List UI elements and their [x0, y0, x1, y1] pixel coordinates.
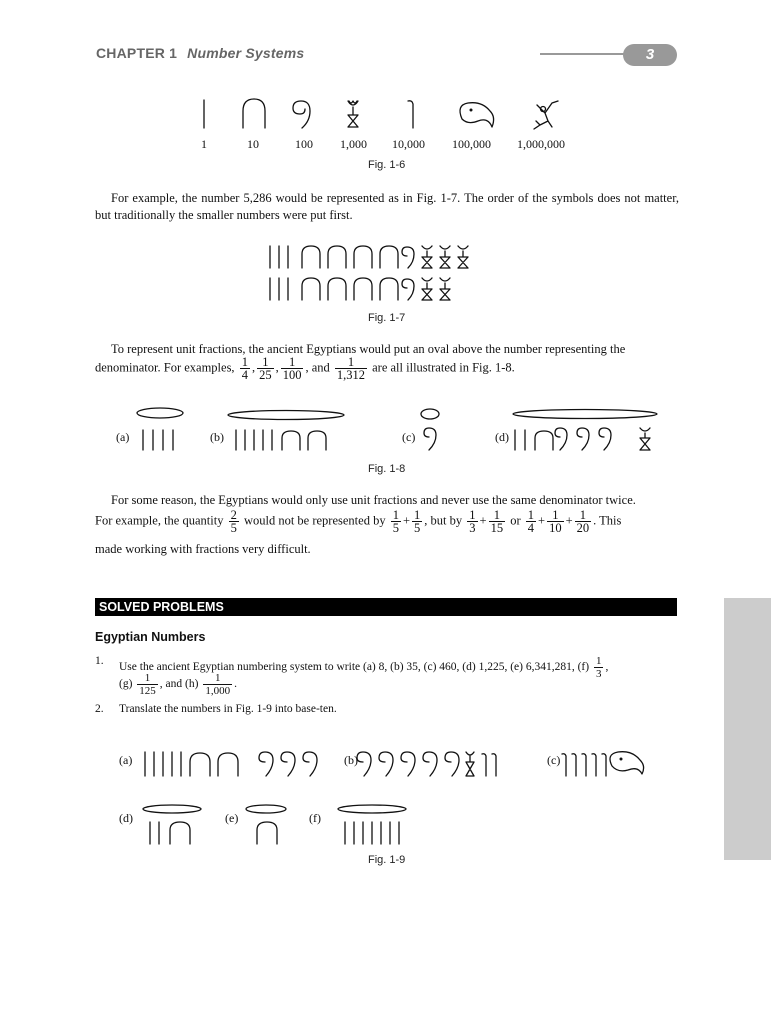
lotus-glyph-icon — [348, 101, 358, 127]
fig-1-8-label-a: (a) — [116, 430, 130, 444]
text-segment: (g) — [119, 678, 133, 691]
text-segment: , and — [305, 360, 330, 375]
fraction — [203, 672, 232, 697]
numerator: 1 — [281, 356, 304, 369]
denominator: 5 — [392, 521, 399, 535]
chapter-label: CHAPTER 1 — [96, 45, 178, 61]
numerator: 1 — [547, 509, 564, 522]
fraction — [240, 356, 250, 381]
fig-1-9-label-d: (d) — [119, 811, 133, 825]
denominator: 10 — [549, 521, 562, 535]
numerator: 1 — [257, 356, 274, 369]
paragraph-unit-fraction-rule-line1: For some reason, the Egyptians would only use unit fractions and never use the same denominator twice. — [111, 493, 636, 507]
paragraph-example-5286: For example, the number 5,286 would be represented as in Fig. 1-7. The order of the symbols does not matter, but traditionally the smaller numbers were put first. — [95, 191, 679, 222]
denominator: 1,000 — [205, 685, 231, 697]
value-label: 100,000 — [452, 137, 491, 151]
denominator: 100 — [282, 368, 302, 382]
value-label: 1,000,000 — [517, 137, 565, 151]
heel-bone-glyph-icon — [243, 99, 265, 128]
paragraph-unit-fraction-rule-line2: For example, the quantity $\frac{2}{5}$ would not be represented by $\frac{1}{5}$ + $\frac{1}{5}$ , but by $\frac{1}{3}$ + $\frac{1}{15}$ or $\frac{1}{4}$ + $\frac{1}{10}$ + $\frac{1}{20}$ . This — [95, 508, 622, 535]
chapter-title: Number Systems — [187, 45, 305, 61]
text-segment: , but by — [424, 513, 463, 528]
text-segment: For example, the quantity — [95, 513, 224, 528]
fraction — [467, 509, 477, 534]
numerator: 1 — [392, 508, 399, 522]
problem-2-text: Translate the numbers in Fig. 1-9 into base-ten. — [119, 703, 337, 715]
fig-1-8-glyphs — [130, 404, 670, 456]
numerator: 1 — [575, 509, 592, 522]
text-segment: Use the ancient Egyptian numbering system to write (a) 8, (b) 35, (c) 460, (d) 1,225, (e) 6,341,281, (f) — [119, 661, 590, 674]
problem-1-text-cont: (g) $\frac{1}{125}$ , and (h) $\frac{1}{1,000}$ . — [119, 672, 237, 697]
section-subheading: Egyptian Numbers — [95, 630, 206, 644]
fraction — [575, 509, 592, 534]
fig-1-6-values — [190, 137, 590, 153]
number-glyph-a — [145, 752, 317, 776]
fig-1-9-glyphs — [130, 740, 670, 850]
fig-1-9-label-b: (b) — [344, 753, 358, 767]
fraction-glyph-d — [513, 410, 657, 451]
denominator: 3 — [595, 668, 602, 680]
fig-1-9-label-c: (c) — [547, 753, 561, 767]
fig-1-8-label-b: (b) — [210, 430, 224, 444]
denominator: 5 — [414, 521, 421, 535]
number-glyph-e — [246, 805, 286, 844]
problem-1-number: 1. — [95, 655, 104, 667]
text-segment: are all illustrated in Fig. 1-8. — [372, 360, 515, 375]
fraction — [391, 509, 401, 534]
running-header — [96, 45, 304, 61]
number-glyph-c — [562, 752, 644, 776]
fraction — [335, 356, 367, 381]
denominator: 25 — [259, 368, 272, 382]
denominator: 4 — [527, 521, 534, 535]
numerator: 1 — [527, 508, 534, 522]
fraction — [229, 509, 239, 534]
text-segment: would not be represented by — [243, 513, 386, 528]
fraction — [594, 655, 604, 680]
text-segment: . This — [593, 513, 622, 528]
fig-1-8-label-c: (c) — [402, 430, 416, 444]
fraction — [137, 672, 158, 697]
fraction — [526, 509, 536, 534]
problem-1-text: Use the ancient Egyptian numbering system to write (a) 8, (b) 35, (c) 460, (d) 1,225, (e) 6,341,281, (f) $\frac{1}{3}$ , — [119, 655, 609, 680]
denominator: 3 — [469, 521, 476, 535]
tadpole-glyph-icon — [460, 103, 494, 127]
paragraph-unit-fraction-rule-line3: made working with fractions very difficult. — [95, 542, 311, 556]
numerator: 1 — [414, 508, 421, 522]
row-1 — [270, 246, 468, 268]
fig-1-9-label-f: (f) — [309, 811, 321, 825]
fig-1-6-caption: Fig. 1-6 — [368, 159, 406, 171]
numerator: 1 — [137, 672, 158, 685]
value-label: 1 — [201, 137, 207, 151]
numerator: 1 — [203, 672, 232, 685]
numerator: 2 — [230, 508, 237, 522]
fraction-glyph-b — [228, 411, 344, 451]
fig-1-8-caption: Fig. 1-8 — [368, 463, 406, 475]
fraction-glyph-c — [421, 409, 439, 450]
fraction — [489, 509, 506, 534]
denominator: 15 — [490, 521, 504, 535]
row-2 — [270, 278, 450, 300]
heh-god-glyph-icon — [534, 101, 558, 129]
fraction — [547, 509, 564, 534]
number-glyph-b — [357, 752, 496, 776]
text-segment: , and (h) — [159, 678, 199, 691]
denominator: 20 — [576, 521, 590, 535]
numerator: 1 — [489, 509, 506, 522]
value-label: 10 — [247, 137, 259, 151]
number-glyph-d — [143, 805, 201, 844]
paragraph-unit-fractions-line2: denominator. For examples, $\frac{1}{4}$ , $\frac{1}{25}$ , $\frac{1}{100}$ , and $\frac{1}{1,312}$ are all illustrated in Fig. 1-8. — [95, 355, 515, 382]
fig-1-7-caption: Fig. 1-7 — [368, 312, 406, 324]
solved-problems-banner: SOLVED PROBLEMS — [95, 598, 677, 616]
numerator: 1 — [595, 655, 602, 667]
fig-1-8-label-d: (d) — [495, 430, 509, 444]
side-thumb-tab — [724, 598, 771, 860]
fig-1-6-glyphs — [190, 95, 580, 135]
fraction-glyph-a — [137, 408, 183, 450]
page-number: 3 — [623, 44, 677, 66]
numerator: 1 — [469, 508, 476, 522]
value-label: 10,000 — [392, 137, 425, 151]
denominator: 4 — [241, 368, 248, 382]
fraction — [257, 356, 274, 381]
number-glyph-f — [338, 805, 406, 844]
numerator: 1 — [335, 356, 367, 369]
numerator: 1 — [241, 355, 248, 369]
fig-1-7-glyphs — [260, 240, 510, 306]
denominator: 125 — [139, 685, 156, 697]
text-segment: or — [510, 513, 521, 528]
coil-rope-glyph-icon — [293, 101, 310, 128]
value-label: 100 — [295, 137, 313, 151]
finger-glyph-icon — [408, 101, 413, 128]
fig-1-9-label-e: (e) — [225, 811, 239, 825]
fraction — [412, 509, 422, 534]
fig-1-9-caption: Fig. 1-9 — [368, 854, 406, 866]
text-segment: denominator. For examples, — [95, 360, 235, 375]
fig-1-9-label-a: (a) — [119, 753, 133, 767]
denominator: 1,312 — [336, 368, 365, 382]
denominator: 5 — [230, 521, 237, 535]
problem-2-number: 2. — [95, 703, 104, 715]
value-label: 1,000 — [340, 137, 367, 151]
fraction — [281, 356, 304, 381]
paragraph-unit-fractions-line1: To represent unit fractions, the ancient Egyptians would put an oval above the number representing the — [111, 342, 626, 356]
